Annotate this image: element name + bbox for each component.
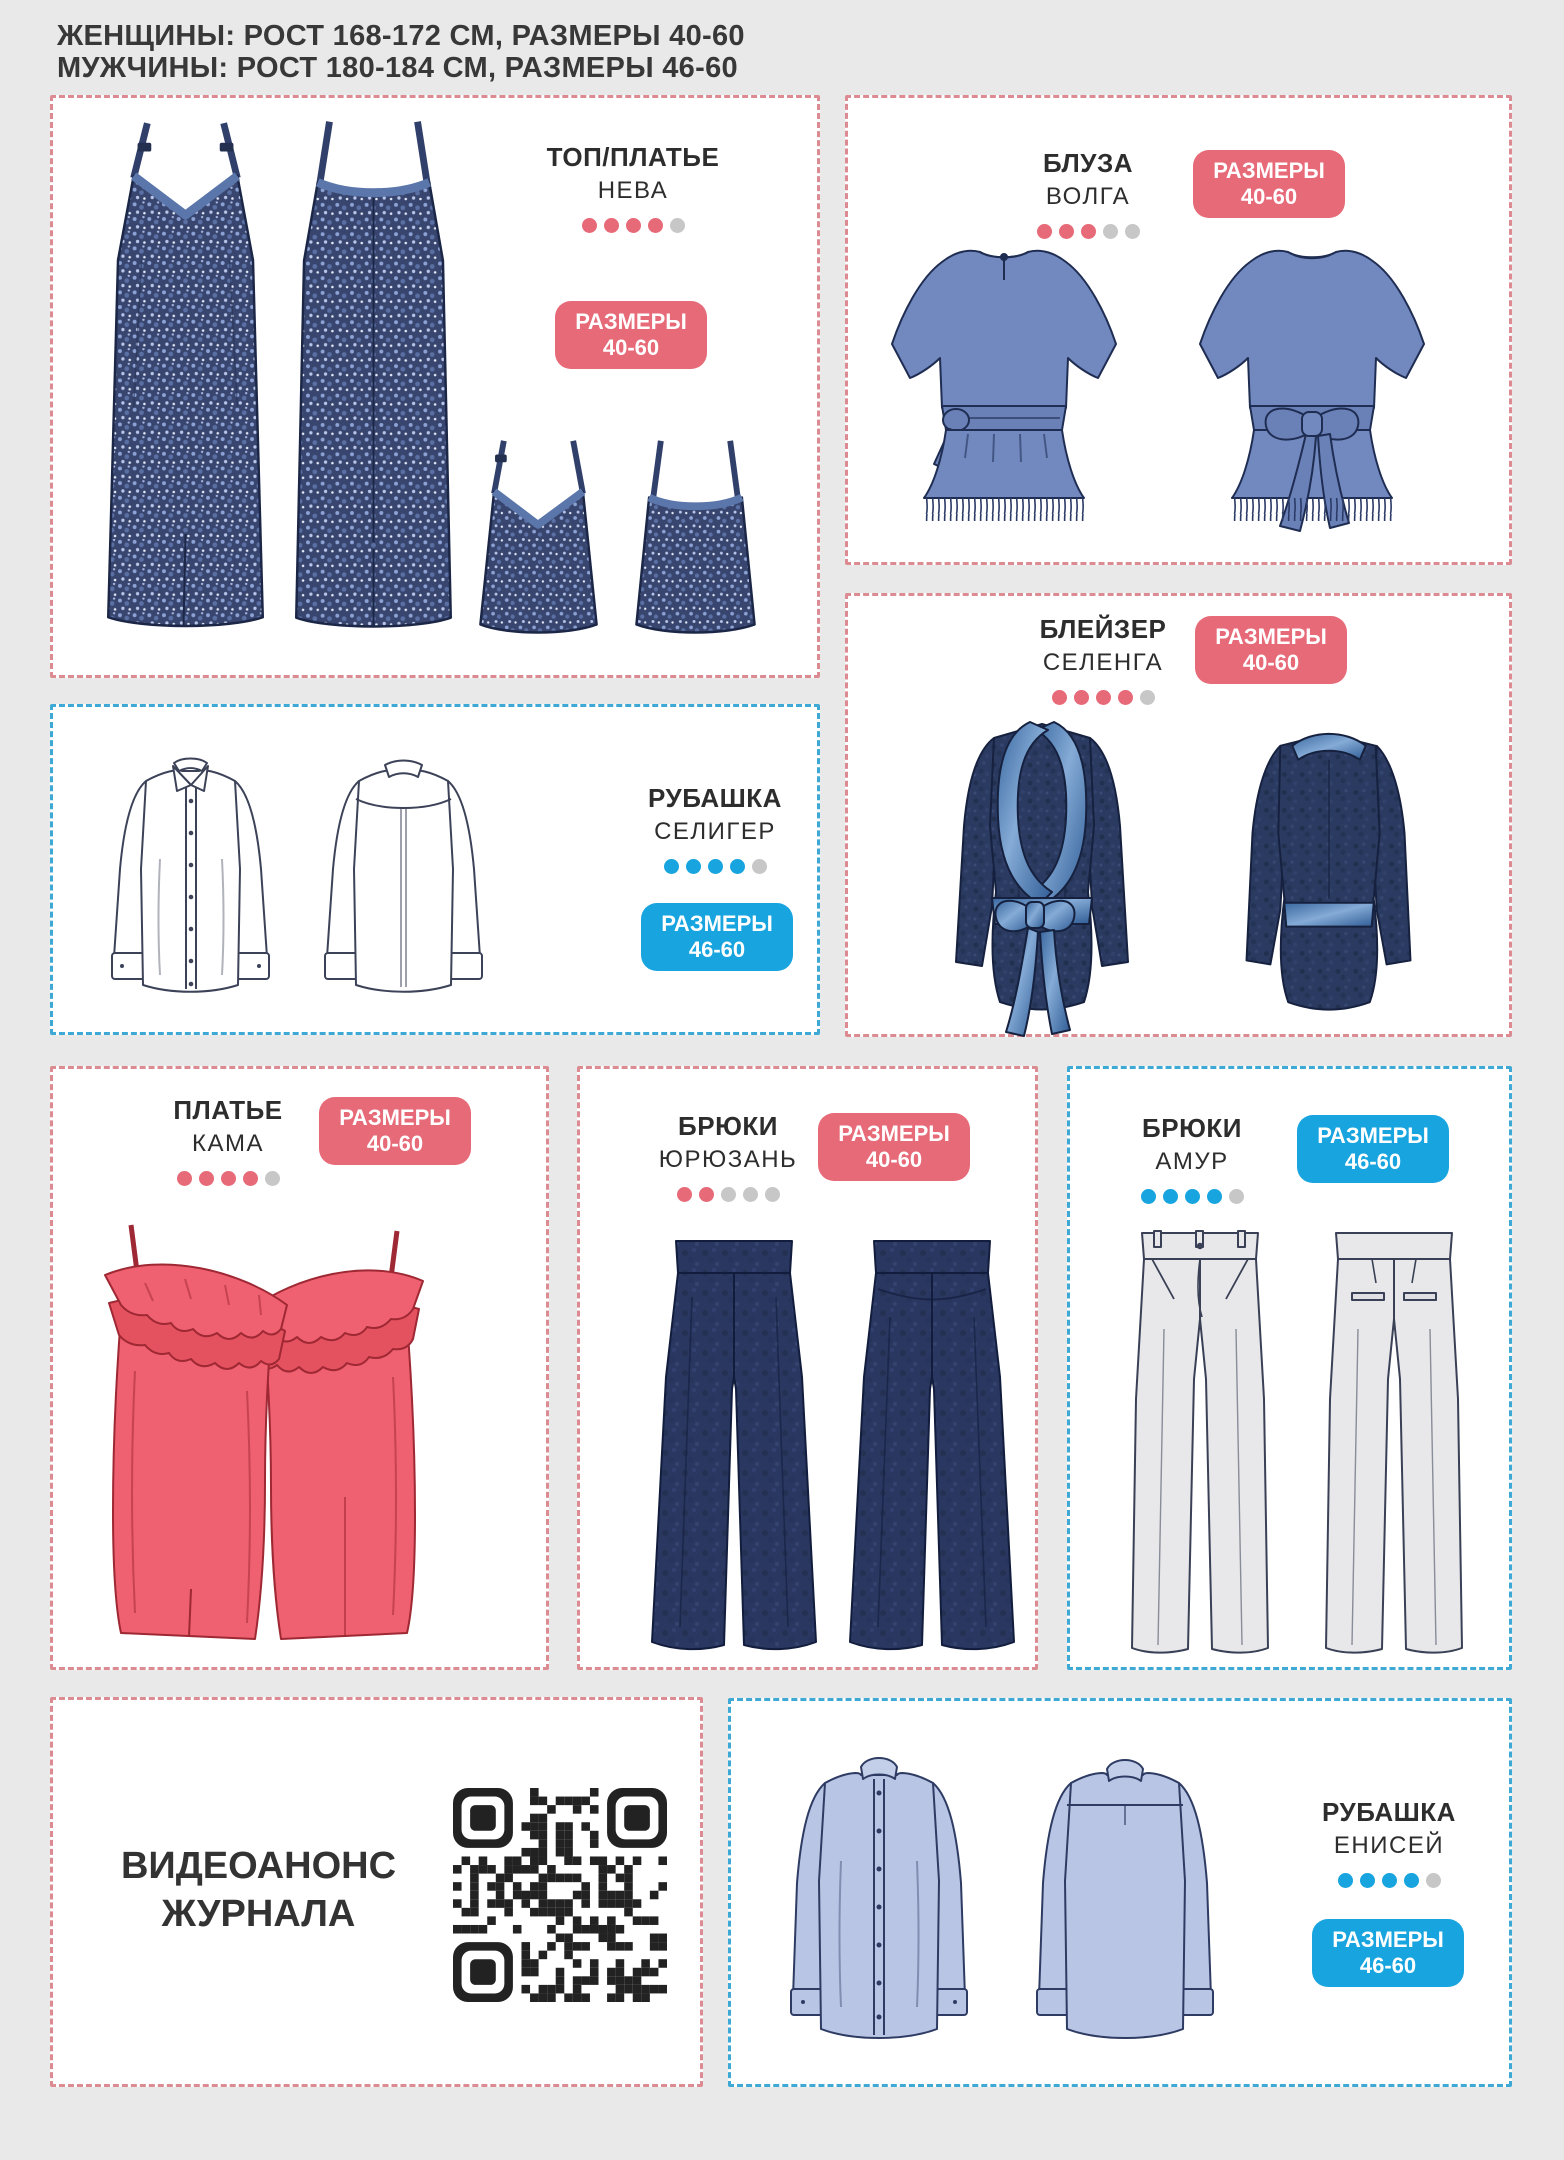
seliger-shirt-back-flat bbox=[301, 739, 506, 1009]
difficulty-dots bbox=[628, 1187, 828, 1202]
card-category: ПЛАТЬЕ bbox=[173, 1095, 283, 1125]
pattern-card-seliger bbox=[50, 704, 820, 1035]
sizes-badge: РАЗМЕРЫ 40-60 bbox=[1193, 150, 1345, 218]
difficulty-dots bbox=[1279, 1873, 1499, 1888]
sizes-badge: РАЗМЕРЫ 46-60 bbox=[641, 903, 793, 971]
video-announce-card bbox=[50, 1697, 703, 2087]
neva-top-back-flat bbox=[618, 433, 773, 643]
difficulty-dots bbox=[605, 859, 825, 874]
sizes-badge: РАЗМЕРЫ 46-60 bbox=[1297, 1115, 1449, 1183]
neva-top-front-flat bbox=[461, 433, 616, 643]
card-category: ТОП/ПЛАТЬЕ bbox=[546, 142, 720, 172]
amur-pants-back-flat bbox=[1306, 1219, 1482, 1661]
card-category: БРЮКИ bbox=[1142, 1113, 1242, 1143]
card-name: ВОЛГА bbox=[1045, 183, 1131, 210]
pattern-card-volga bbox=[845, 95, 1512, 565]
card-name: АМУР bbox=[1155, 1148, 1229, 1175]
difficulty-dots bbox=[513, 218, 753, 233]
card-category: БЛЕЙЗЕР bbox=[1039, 614, 1167, 644]
volga-blouse-front-flat bbox=[870, 226, 1138, 556]
sizes-badge: РАЗМЕРЫ 46-60 bbox=[1312, 1919, 1464, 1987]
header-men-line: МУЖЧИНЫ: РОСТ 180-184 СМ, РАЗМЕРЫ 46-60 bbox=[57, 52, 738, 84]
header-women-line: ЖЕНЩИНЫ: РОСТ 168-172 СМ, РАЗМЕРЫ 40-60 bbox=[57, 20, 745, 52]
card-name: ЕНИСЕЙ bbox=[1333, 1832, 1445, 1859]
enisey-shirt-back-flat bbox=[1009, 1741, 1241, 2061]
difficulty-dots bbox=[1092, 1189, 1292, 1204]
pattern-card-yuryuzan bbox=[577, 1066, 1038, 1670]
qr-glyph bbox=[453, 1788, 667, 2002]
difficulty-dots bbox=[128, 1171, 328, 1186]
difficulty-dots bbox=[998, 690, 1208, 705]
selenga-blazer-back-flat bbox=[1226, 716, 1431, 1026]
sizes-badge: РАЗМЕРЫ 40-60 bbox=[555, 301, 707, 369]
card-category: БРЮКИ bbox=[678, 1111, 778, 1141]
sizes-badge: РАЗМЕРЫ 40-60 bbox=[1195, 616, 1347, 684]
neva-dress-back-flat bbox=[261, 108, 486, 648]
pattern-card-amur bbox=[1067, 1066, 1512, 1670]
yuryuzan-pants-front-flat bbox=[640, 1227, 828, 1659]
sizes-badge: РАЗМЕРЫ 40-60 bbox=[319, 1097, 471, 1165]
volga-blouse-back-flat bbox=[1178, 226, 1446, 556]
pattern-card-enisey bbox=[728, 1698, 1512, 2087]
card-category: БЛУЗА bbox=[1042, 148, 1134, 178]
enisey-shirt-front-flat bbox=[763, 1741, 995, 2061]
seliger-shirt-front-flat bbox=[88, 739, 293, 1009]
pattern-card-kama bbox=[50, 1066, 549, 1670]
yuryuzan-pants-back-flat bbox=[838, 1227, 1026, 1659]
card-name: КАМА bbox=[192, 1130, 264, 1157]
kama-dress-front-flat bbox=[75, 1191, 315, 1663]
card-category: РУБАШКА bbox=[648, 783, 782, 813]
pattern-card-neva bbox=[50, 95, 820, 678]
page-header bbox=[57, 20, 745, 84]
card-name: ЮРЮЗАНЬ bbox=[658, 1146, 798, 1173]
card-name: СЕЛЕНГА bbox=[1042, 649, 1164, 676]
card-name: СЕЛИГЕР bbox=[654, 818, 776, 845]
pattern-card-selenga bbox=[845, 593, 1512, 1037]
sizes-badge: РАЗМЕРЫ 40-60 bbox=[818, 1113, 970, 1181]
card-category: РУБАШКА bbox=[1322, 1797, 1456, 1827]
video-announce-title: ВИДЕОАНОНС ЖУРНАЛА bbox=[120, 1845, 397, 1935]
card-name: НЕВА bbox=[597, 177, 669, 204]
amur-pants-front-flat bbox=[1112, 1219, 1288, 1661]
selenga-blazer-front-flat bbox=[936, 706, 1148, 1038]
